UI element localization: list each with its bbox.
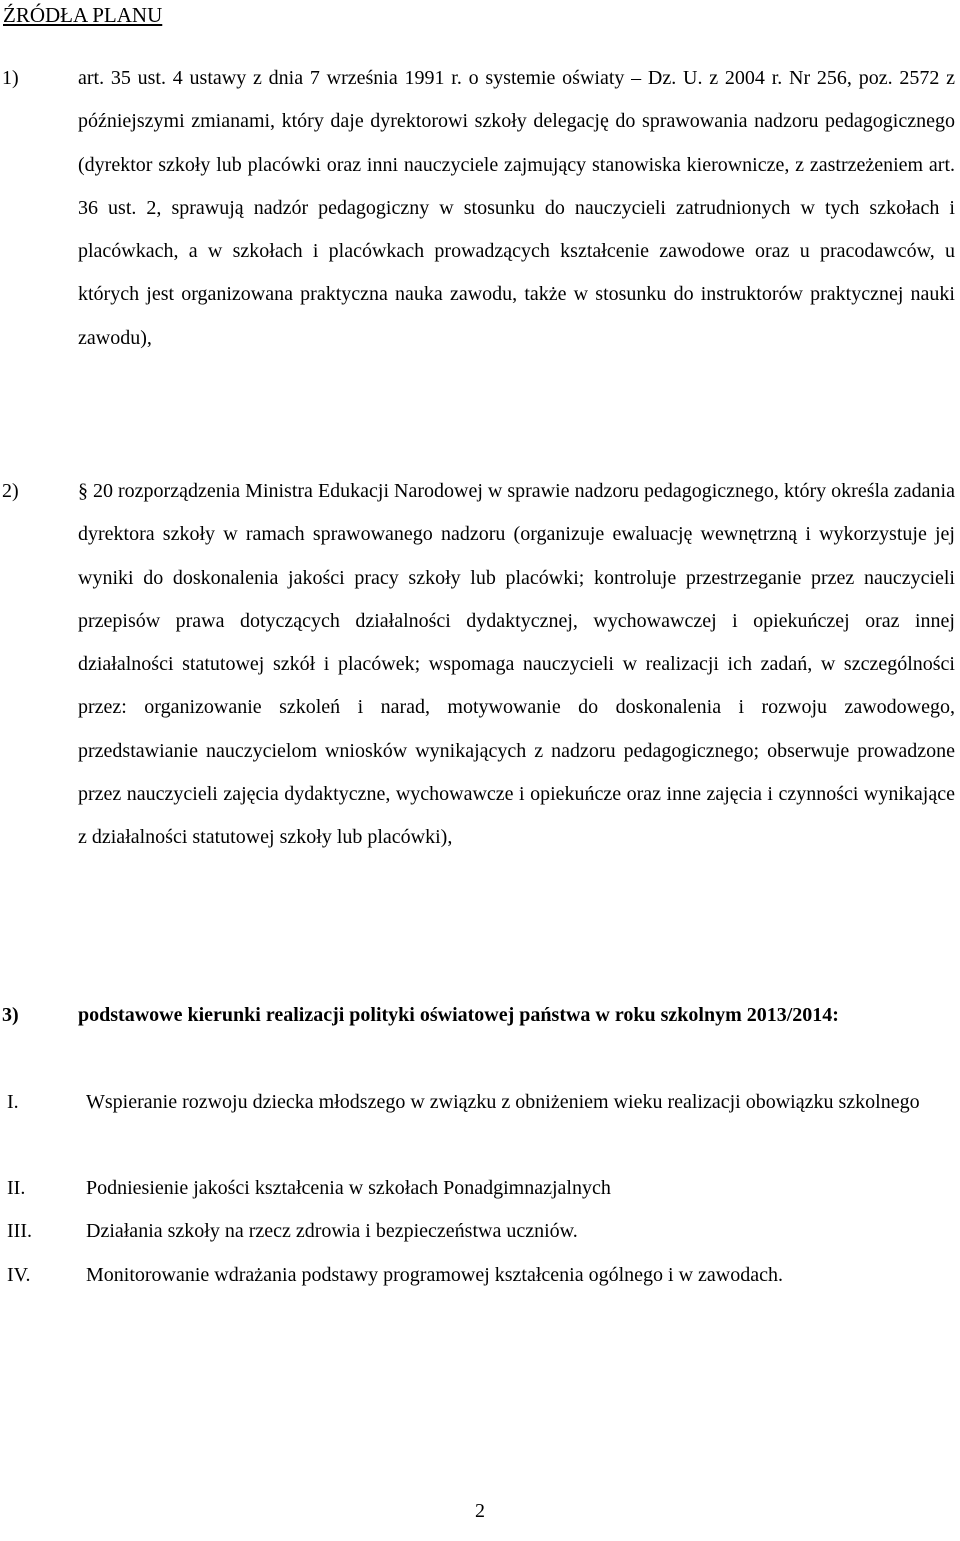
list-item-text: art. 35 ust. 4 ustawy z dnia 7 września 1991 r. o systemie oświaty – Dz. U. z 2004 r. Nr 256, poz. 2572 z późniejszymi zmianami, który daje dyrektorowi szkoły delegację do sprawowania nadzoru pedagogicznego (dyrektor szkoły lub placówki oraz inni nauczyciele zajmujący stanowiska kierownicze, z zastrzeżeniem art. 36 ust. 2, sprawują nadzór pedagogiczny w stosunku do nauczycieli zatrudnionych w tych szkołach i placówkach, a w szkołach i placówkach prowadzących kształcenie zawodowe oraz u pracodawców, u których jest organizowana praktyczna nauka zawodu, także w stosunku do instruktorów praktycznej nauki zawodu), xyxy=(78,67,955,349)
direction-text: Podniesienie jakości kształcenia w szkołach Ponadgimnazjalnych xyxy=(86,1177,611,1199)
page-number: 2 xyxy=(475,1500,485,1522)
page-title: ŹRÓDŁA PLANU xyxy=(3,3,163,27)
roman-numeral: I. xyxy=(7,1091,19,1113)
list-item-number: 2) xyxy=(2,480,19,502)
list-item-3 xyxy=(2,994,955,1037)
list-item-number: 3) xyxy=(2,1004,19,1026)
direction-item-3 xyxy=(7,1210,955,1253)
list-item-number: 1) xyxy=(2,67,19,89)
direction-item-1 xyxy=(7,1081,955,1124)
roman-numeral: II. xyxy=(7,1177,26,1199)
direction-item-4 xyxy=(7,1254,955,1297)
list-item-1 xyxy=(2,57,955,360)
list-item-2 xyxy=(2,470,955,860)
direction-text: Monitorowanie wdrażania podstawy programowej kształcenia ogólnego i w zawodach. xyxy=(86,1264,783,1286)
list-item-text: § 20 rozporządzenia Ministra Edukacji Narodowej w sprawie nadzoru pedagogicznego, który określa zadania dyrektora szkoły w ramach sprawowanego nadzoru (organizuje ewaluację wewnętrzną i wykorzystuje jej wyniki do doskonalenia jakości pracy szkoły lub placówki; kontroluje przestrzeganie przez nauczycieli przepisów prawa dotyczących działalności dydaktycznej, wychowawczej i opiekuńczej oraz innej działalności statutowej szkół i placówek; wspomaga nauczycieli w realizacji ich zadań, w szczególności przez: organizowanie szkoleń i narad, motywowanie do doskonalenia i rozwoju zawodowego, przedstawianie nauczycielom wniosków wynikających z nadzoru pedagogicznego; obserwuje prowadzone przez nauczycieli zajęcia dydaktyczne, wychowawcze i opiekuńcze oraz inne zajęcia i czynności wynikające z działalności statutowej szkoły lub placówki), xyxy=(78,480,955,849)
direction-text: Działania szkoły na rzecz zdrowia i bezpieczeństwa uczniów. xyxy=(86,1220,578,1242)
roman-numeral: IV. xyxy=(7,1264,31,1286)
direction-item-2 xyxy=(7,1167,955,1210)
roman-numeral: III. xyxy=(7,1220,32,1242)
direction-text: Wspieranie rozwoju dziecka młodszego w związku z obniżeniem wieku realizacji obowiązku szkolnego xyxy=(86,1091,920,1113)
list-item-text: podstawowe kierunki realizacji polityki oświatowej państwa w roku szkolnym 2013/2014: xyxy=(78,1004,839,1026)
